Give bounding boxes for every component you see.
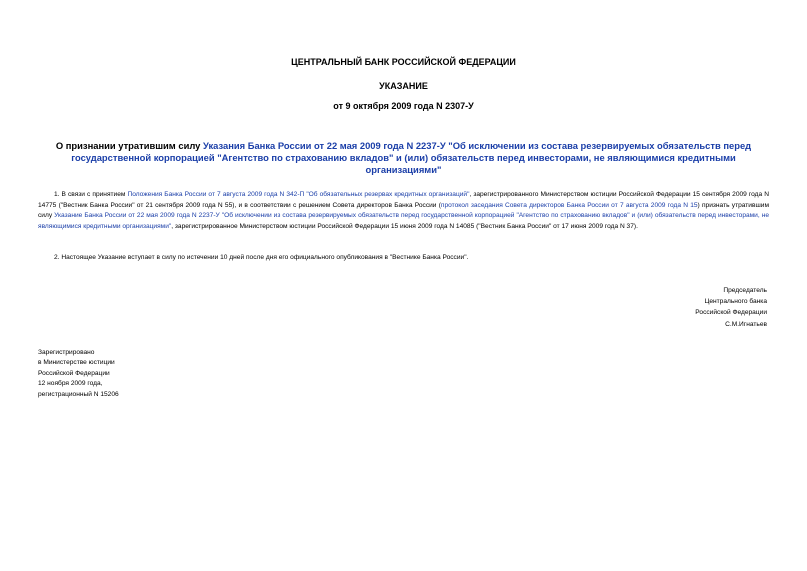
issuer-heading: ЦЕНТРАЛЬНЫЙ БАНК РОССИЙСКОЙ ФЕДЕРАЦИИ <box>291 57 516 67</box>
link-protocol-board[interactable]: протокол заседания Совета директоров Банка России от 7 августа 2009 года N 15 <box>440 201 698 209</box>
signature-country: Российской Федерации <box>695 309 767 317</box>
p1-text-4: , зарегистрированное Министерством юстиции Российской Федерации 15 июня 2009 года N 14085 ("Вестник Банка России" от 17 июня 2009 года N 37). <box>171 222 638 230</box>
registration-block <box>38 348 119 400</box>
signature-name: С.М.Игнатьев <box>725 320 767 328</box>
document-title <box>40 140 767 176</box>
link-polozhenie-342p[interactable]: Положения Банка России от 7 августа 2009 года N 342-П "Об обязательных резервах кредитных организаций" <box>127 191 470 198</box>
title-prefix: О признании утратившим силу <box>55 140 203 151</box>
registration-line-3: Российской Федерации <box>38 369 110 377</box>
link-ukazanie-2237u[interactable]: Указание Банка России от 22 мая 2009 года N 2237-У "Об исключении из состава резервируемых обязательств перед государственной корпорацией "Агентство по страхованию вкладов" и (или) обязательств перед инвесторами, не являющимися кредитными организациями" <box>38 212 769 230</box>
title-link-ukazanie-2237u[interactable]: Указания Банка России от 22 мая 2009 года N 2237-У "Об исключении из состава резервируемых обязательств перед государственной корпорацией "Агентство по страхованию вкладов" и (или) обязательств перед инвесторами, не являющимися кредитными организациями" <box>71 140 752 175</box>
registration-line-1: Зарегистрировано <box>38 349 95 356</box>
paragraph-2: 2. Настоящее Указание вступает в силу по истечении 10 дней после дня его официального опубликования в "Вестнике Банка России". <box>54 254 469 261</box>
registration-line-2: в Министерстве юстиции <box>38 359 115 367</box>
registration-number: регистрационный N 15206 <box>38 390 119 398</box>
registration-date: 12 ноября 2009 года, <box>38 380 103 388</box>
paragraph-1 <box>38 190 769 232</box>
document-type-heading: УКАЗАНИЕ <box>379 81 428 91</box>
p1-text-3: ) признать утратившим силу <box>38 201 769 220</box>
signature-organization: Центрального банка <box>704 298 767 306</box>
p1-text-2: , зарегистрированного Министерством юстиции Российской Федерации 15 сентября 2009 года N 14775 ("Вестник Банка России" от 21 сентября 2009 года N 55), и в соответствии с решением Совета директоров Банка России ( <box>38 191 769 209</box>
p1-text-1: 1. В связи с принятием <box>54 191 128 198</box>
signature-block <box>695 285 767 330</box>
signature-position: Председатель <box>723 287 767 294</box>
document-date-number: от 9 октября 2009 года N 2307-У <box>333 101 474 111</box>
